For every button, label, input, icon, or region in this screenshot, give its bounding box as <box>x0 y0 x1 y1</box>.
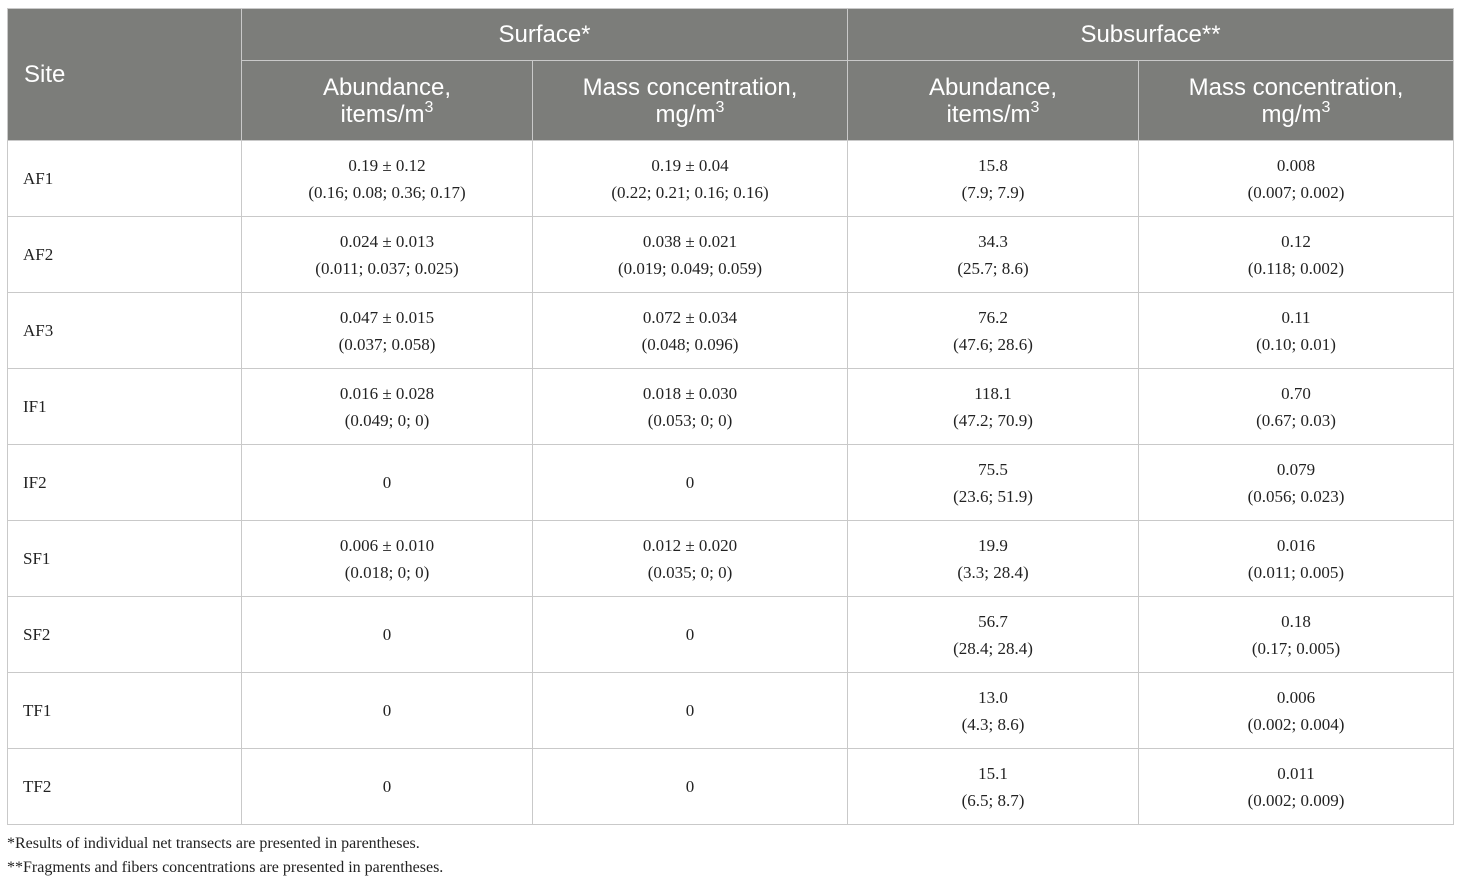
cell-value: 0 <box>685 625 695 644</box>
cell-value: 75.5 <box>978 459 1008 479</box>
table-row <box>8 369 1454 445</box>
cell-value: 0.11 <box>1281 307 1311 327</box>
header-group-row <box>8 9 1454 61</box>
mass-unit <box>1139 98 1453 128</box>
surface-abundance-cell <box>242 293 533 369</box>
subsurface-mass-cell <box>1139 217 1454 293</box>
subsurface-abundance-cell <box>848 217 1139 293</box>
cell-detail: (3.3; 28.4) <box>957 562 1029 582</box>
mass-label: Mass concentration, <box>1188 73 1404 101</box>
surface-mass-cell <box>533 369 848 445</box>
cell-detail: (23.6; 51.9) <box>953 486 1033 506</box>
surface-mass-header <box>533 61 848 141</box>
cell-value: 0 <box>382 473 392 492</box>
surface-mass-cell <box>533 217 848 293</box>
unit-exponent: 3 <box>424 98 434 116</box>
table-row <box>8 521 1454 597</box>
subsurface-mass-header <box>1139 61 1454 141</box>
unit-exponent: 3 <box>715 98 725 116</box>
cell-detail: (0.037; 0.058) <box>338 334 436 354</box>
cell-detail: (0.019; 0.049; 0.059) <box>617 258 763 278</box>
cell-value: 56.7 <box>978 611 1008 631</box>
cell-detail: (7.9; 7.9) <box>961 182 1025 202</box>
cell-value: 0.19 ± 0.04 <box>651 155 729 175</box>
cell-value: 0 <box>685 473 695 492</box>
results-table <box>7 8 1454 825</box>
surface-abundance-cell <box>242 521 533 597</box>
cell-value: 0.079 <box>1276 459 1316 479</box>
cell-value: 13.0 <box>978 687 1008 707</box>
surface-header: Surface* <box>242 9 848 61</box>
cell-detail: (47.2; 70.9) <box>953 410 1033 430</box>
table-row <box>8 673 1454 749</box>
surface-abundance-cell <box>242 445 533 521</box>
cell-detail: (0.002; 0.004) <box>1247 714 1345 734</box>
cell-value: 0.024 ± 0.013 <box>339 231 435 251</box>
cell-detail: (25.7; 8.6) <box>957 258 1029 278</box>
unit-exponent: 3 <box>1030 98 1040 116</box>
surface-abundance-cell <box>242 217 533 293</box>
cell-value: 0 <box>382 625 392 644</box>
cell-detail: (0.035; 0; 0) <box>647 562 733 582</box>
site-cell: TF2 <box>8 749 242 825</box>
subsurface-mass-cell <box>1139 141 1454 217</box>
cell-value: 0.006 ± 0.010 <box>339 535 435 555</box>
mass-unit <box>533 98 847 128</box>
cell-value: 15.1 <box>978 763 1008 783</box>
table-row <box>8 749 1454 825</box>
surface-mass-cell <box>533 141 848 217</box>
cell-detail: (0.16; 0.08; 0.36; 0.17) <box>308 182 466 202</box>
subsurface-mass-cell <box>1139 445 1454 521</box>
cell-detail: (0.118; 0.002) <box>1247 258 1345 278</box>
cell-detail: (0.011; 0.037; 0.025) <box>315 258 459 278</box>
cell-value: 19.9 <box>978 535 1008 555</box>
site-cell: IF2 <box>8 445 242 521</box>
abundance-unit <box>242 98 532 128</box>
footnote-subsurface: **Fragments and fibers concentrations are presented in parentheses. <box>7 859 444 876</box>
cell-detail: (0.049; 0; 0) <box>344 410 430 430</box>
site-cell: IF1 <box>8 369 242 445</box>
subsurface-mass-cell <box>1139 369 1454 445</box>
surface-mass-cell <box>533 673 848 749</box>
surface-abundance-header <box>242 61 533 141</box>
cell-detail: (0.002; 0.009) <box>1247 790 1345 810</box>
site-cell: SF2 <box>8 597 242 673</box>
surface-mass-cell <box>533 445 848 521</box>
cell-detail: (0.056; 0.023) <box>1247 486 1345 506</box>
cell-detail: (0.018; 0; 0) <box>344 562 430 582</box>
cell-value: 34.3 <box>978 231 1008 251</box>
subsurface-abundance-cell <box>848 673 1139 749</box>
subsurface-header: Subsurface** <box>848 9 1454 61</box>
mass-unit-text: mg/m <box>1261 100 1322 128</box>
cell-detail: (0.17; 0.005) <box>1251 638 1341 658</box>
cell-value: 15.8 <box>978 155 1008 175</box>
subsurface-abundance-cell <box>848 293 1139 369</box>
table-row <box>8 597 1454 673</box>
table-body <box>8 141 1454 825</box>
table-row <box>8 217 1454 293</box>
site-cell: AF3 <box>8 293 242 369</box>
surface-mass-cell <box>533 293 848 369</box>
table-row <box>8 293 1454 369</box>
abundance-label: Abundance, <box>322 73 452 101</box>
surface-mass-cell <box>533 597 848 673</box>
cell-value: 0 <box>685 701 695 720</box>
cell-detail: (47.6; 28.6) <box>953 334 1033 354</box>
subsurface-abundance-cell <box>848 521 1139 597</box>
cell-value: 0 <box>382 777 392 796</box>
cell-value: 118.1 <box>974 383 1012 403</box>
mass-label: Mass concentration, <box>582 73 798 101</box>
subsurface-abundance-header <box>848 61 1139 141</box>
cell-value: 0.072 ± 0.034 <box>642 307 738 327</box>
subsurface-abundance-cell <box>848 749 1139 825</box>
cell-value: 0.011 <box>1277 763 1315 783</box>
cell-detail: (6.5; 8.7) <box>961 790 1025 810</box>
cell-detail: (0.011; 0.005) <box>1247 562 1345 582</box>
subsurface-mass-cell <box>1139 749 1454 825</box>
site-cell: AF2 <box>8 217 242 293</box>
cell-detail: (28.4; 28.4) <box>953 638 1033 658</box>
footnote-surface: *Results of individual net transects are presented in parentheses. <box>7 835 420 852</box>
surface-abundance-cell <box>242 673 533 749</box>
cell-detail: (0.67; 0.03) <box>1256 410 1336 430</box>
cell-value: 0.016 <box>1276 535 1316 555</box>
cell-value: 0.12 <box>1281 231 1311 251</box>
abundance-label: Abundance, <box>928 73 1058 101</box>
cell-value: 0.016 ± 0.028 <box>339 383 435 403</box>
cell-detail: (0.048; 0.096) <box>641 334 739 354</box>
subsurface-mass-cell <box>1139 597 1454 673</box>
abundance-unit-text: items/m <box>946 100 1031 128</box>
cell-value: 0.047 ± 0.015 <box>339 307 435 327</box>
cell-value: 0 <box>685 777 695 796</box>
subsurface-mass-cell <box>1139 673 1454 749</box>
site-header: Site <box>8 9 242 141</box>
cell-detail: (4.3; 8.6) <box>961 714 1025 734</box>
surface-mass-cell <box>533 749 848 825</box>
cell-value: 0.18 <box>1281 611 1311 631</box>
cell-value: 0.19 ± 0.12 <box>348 155 426 175</box>
mass-unit-text: mg/m <box>655 100 716 128</box>
subsurface-mass-cell <box>1139 521 1454 597</box>
cell-value: 0.006 <box>1276 687 1316 707</box>
site-cell: AF1 <box>8 141 242 217</box>
abundance-unit <box>848 98 1138 128</box>
cell-value: 76.2 <box>978 307 1008 327</box>
table-row <box>8 445 1454 521</box>
table-row <box>8 141 1454 217</box>
cell-value: 0.018 ± 0.030 <box>642 383 738 403</box>
cell-detail: (0.22; 0.21; 0.16; 0.16) <box>611 182 769 202</box>
abundance-unit-text: items/m <box>340 100 425 128</box>
unit-exponent: 3 <box>1321 98 1331 116</box>
subsurface-abundance-cell <box>848 141 1139 217</box>
surface-abundance-cell <box>242 597 533 673</box>
surface-abundance-cell <box>242 141 533 217</box>
surface-abundance-cell <box>242 749 533 825</box>
cell-value: 0.008 <box>1276 155 1316 175</box>
cell-detail: (0.053; 0; 0) <box>647 410 733 430</box>
footnotes <box>7 832 443 880</box>
site-cell: SF1 <box>8 521 242 597</box>
cell-value: 0 <box>382 701 392 720</box>
cell-value: 0.012 ± 0.020 <box>642 535 738 555</box>
subsurface-abundance-cell <box>848 597 1139 673</box>
cell-detail: (0.10; 0.01) <box>1256 334 1336 354</box>
surface-abundance-cell <box>242 369 533 445</box>
cell-value: 0.70 <box>1281 383 1311 403</box>
subsurface-abundance-cell <box>848 445 1139 521</box>
surface-mass-cell <box>533 521 848 597</box>
cell-detail: (0.007; 0.002) <box>1247 182 1345 202</box>
site-cell: TF1 <box>8 673 242 749</box>
subsurface-abundance-cell <box>848 369 1139 445</box>
subsurface-mass-cell <box>1139 293 1454 369</box>
cell-value: 0.038 ± 0.021 <box>642 231 738 251</box>
